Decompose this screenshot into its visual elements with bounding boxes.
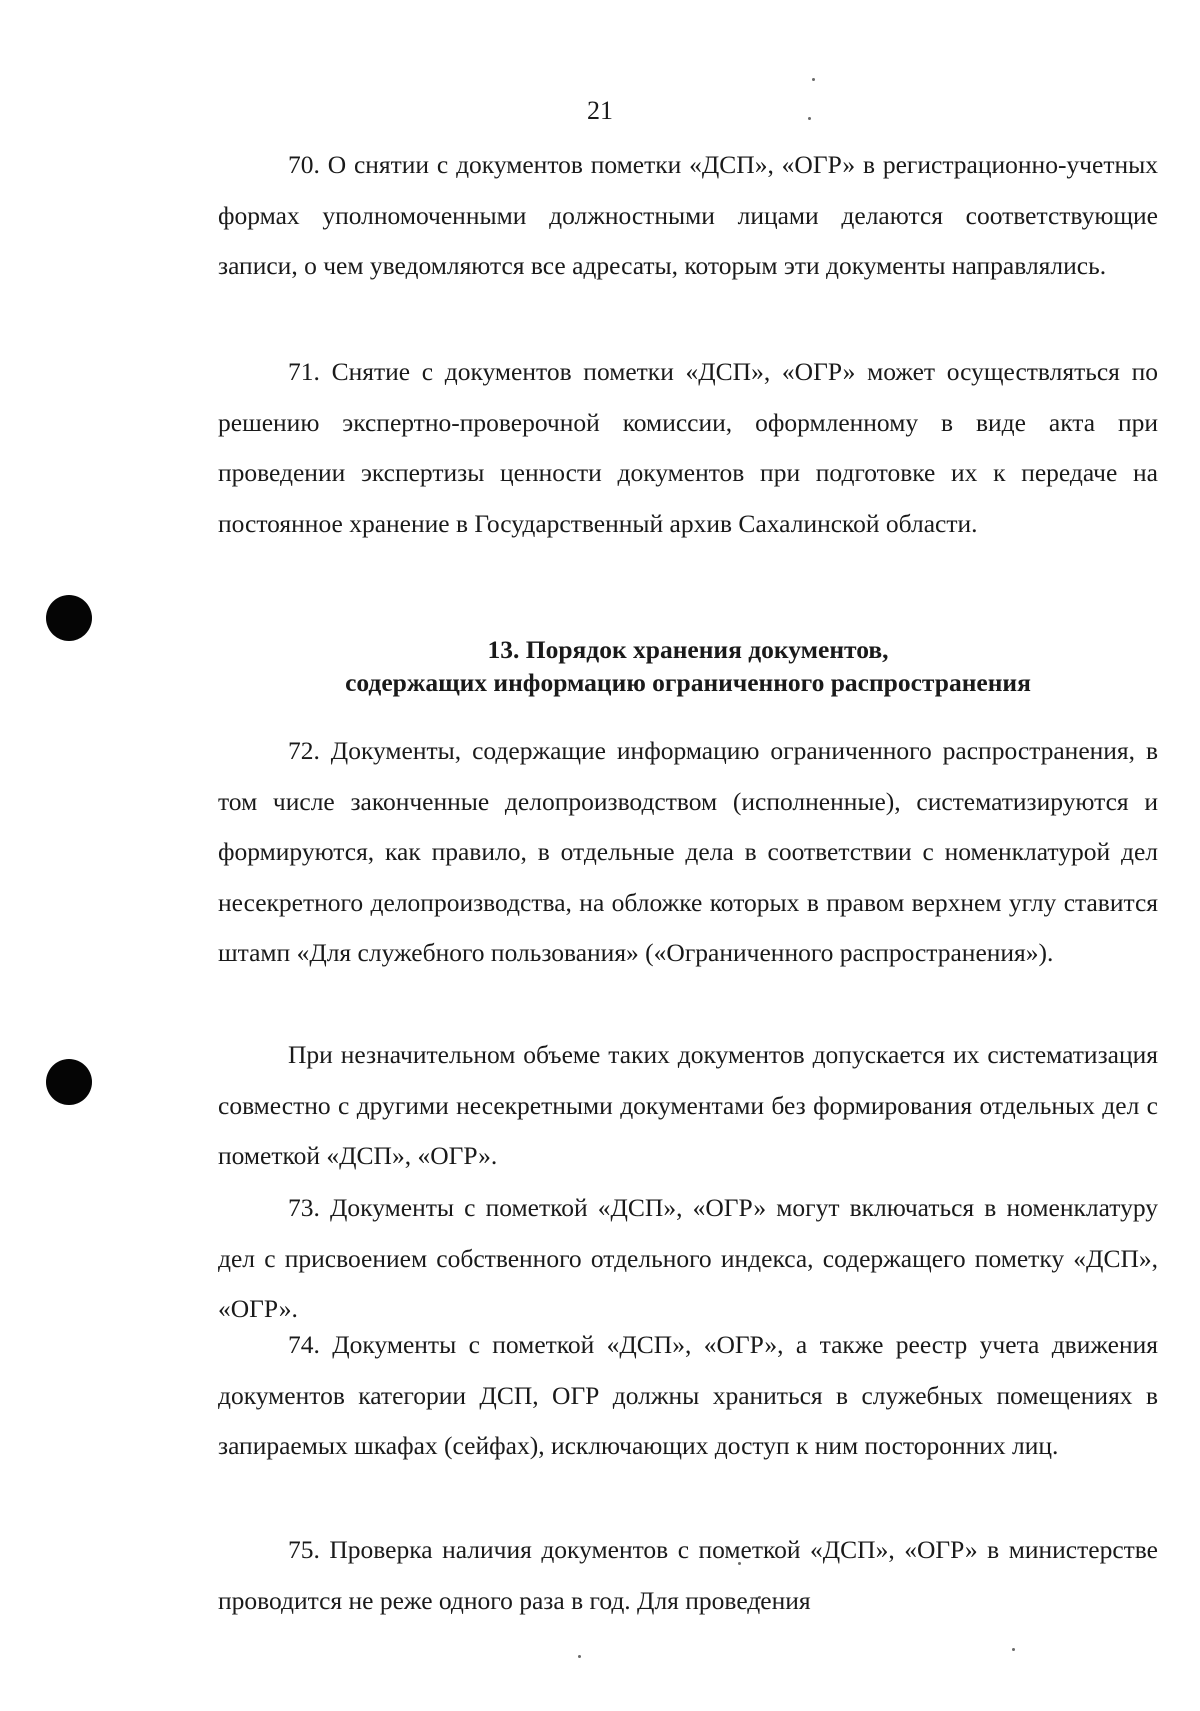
paragraph-70: 70. О снятии с документов пометки «ДСП», «ОГР» в регистрационно-учетных формах уполномоченными должностными лицами делаются соответствующие записи, о чем уведомляются все адресаты, которым эти документы направлялись. xyxy=(218,150,1158,280)
punch-hole-bottom xyxy=(46,1059,92,1105)
section-heading xyxy=(218,633,1158,699)
section-heading-line-2: содержащих информацию ограниченного распространения xyxy=(345,668,1031,697)
paragraph-71: 71. Снятие с документов пометки «ДСП», «ОГР» может осуществляться по решению экспертно-проверочной комиссии, оформленному в виде акта при проведении экспертизы ценности документов при подготовке их к передаче на постоянное хранение в Государственный архив Сахалинской области. xyxy=(218,357,1158,538)
paragraph-73: 73. Документы с пометкой «ДСП», «ОГР» могут включаться в номенклатуру дел с присвоением собственного отдельного индекса, содержащего пометку «ДСП», «ОГР». xyxy=(218,1193,1158,1323)
paragraph-72: 72. Документы, содержащие информацию ограниченного распространения, в том числе законченные делопроизводством (исполненные), систематизируются и формируются, как правило, в отдельные дела в соответствии с номенклатурой дел несекретного делопроизводства, на обложке которых в правом верхнем углу ставится штамп «Для служебного пользования» («Ограниченного распространения»). xyxy=(218,736,1158,967)
paragraph-72-continued: При незначительном объеме таких документов допускается их систематизация совместно с другими несекретными документами без формирования отдельных дел с пометкой «ДСП», «ОГР». xyxy=(218,1040,1158,1170)
section-heading-line-1: 13. Порядок хранения документов, xyxy=(487,635,889,664)
page-number: 21 xyxy=(587,96,613,125)
scan-speck xyxy=(578,1655,581,1658)
paragraph-75: 75. Проверка наличия документов с пометкой «ДСП», «ОГР» в министерстве проводится не реже одного раза в год. Для проведения xyxy=(218,1535,1158,1615)
scan-speck xyxy=(812,78,815,81)
scan-speck xyxy=(1012,1648,1015,1651)
punch-hole-top xyxy=(46,595,92,641)
paragraph-74: 74. Документы с пометкой «ДСП», «ОГР», а также реестр учета движения документов категории ДСП, ОГР должны храниться в служебных помещениях в запираемых шкафах (сейфах), исключающих доступ к ним посторонних лиц. xyxy=(218,1330,1158,1460)
